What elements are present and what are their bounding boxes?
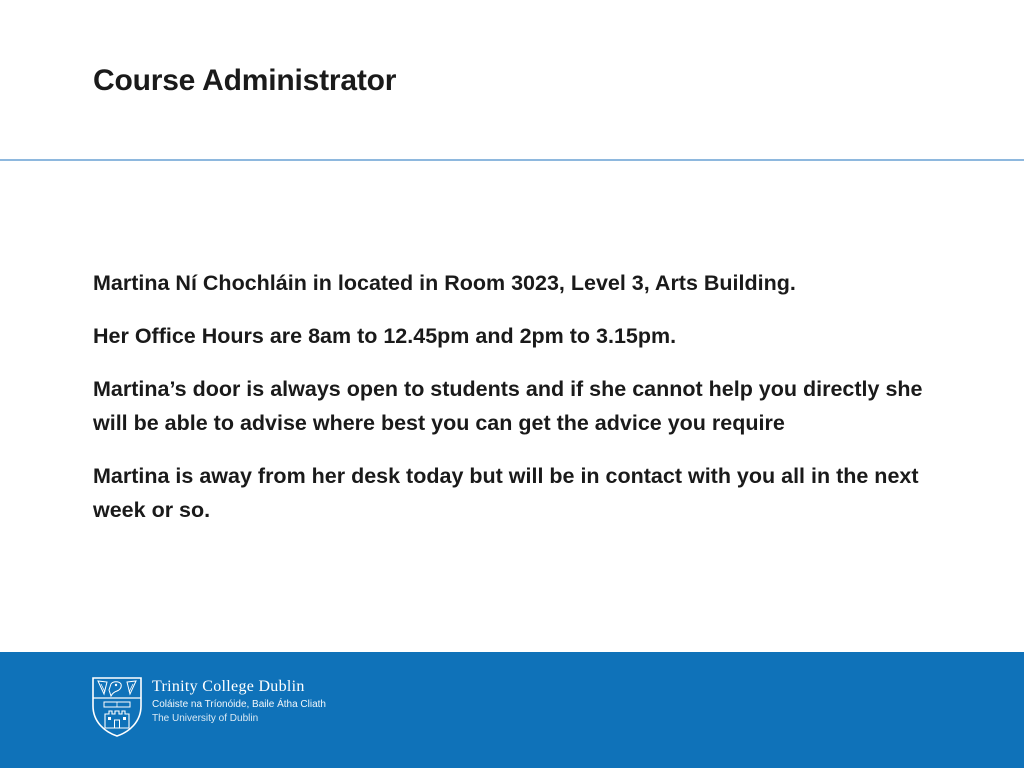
institution-irish-name: Coláiste na Tríonóide, Baile Átha Cliath <box>152 699 326 710</box>
body-paragraph-away-notice: Martina is away from her desk today but will be in contact with you all in the next week or so. <box>93 464 919 522</box>
body-paragraph-open-door: Martina’s door is always open to students and if she cannot help you directly she will be able to advise where best you can get the advice you require <box>93 377 923 435</box>
slide-title: Course Administrator <box>93 64 397 97</box>
trinity-crest-icon <box>91 676 143 738</box>
institution-branding <box>152 677 326 725</box>
slide-body <box>93 266 943 546</box>
title-divider <box>0 159 1024 161</box>
body-paragraph-location: Martina Ní Chochláin in located in Room 3023, Level 3, Arts Building. <box>93 271 796 295</box>
university-line: The University of Dublin <box>152 713 259 724</box>
body-paragraph-office-hours: Her Office Hours are 8am to 12.45pm and 2pm to 3.15pm. <box>93 324 677 348</box>
institution-name: Trinity College Dublin <box>152 678 305 695</box>
